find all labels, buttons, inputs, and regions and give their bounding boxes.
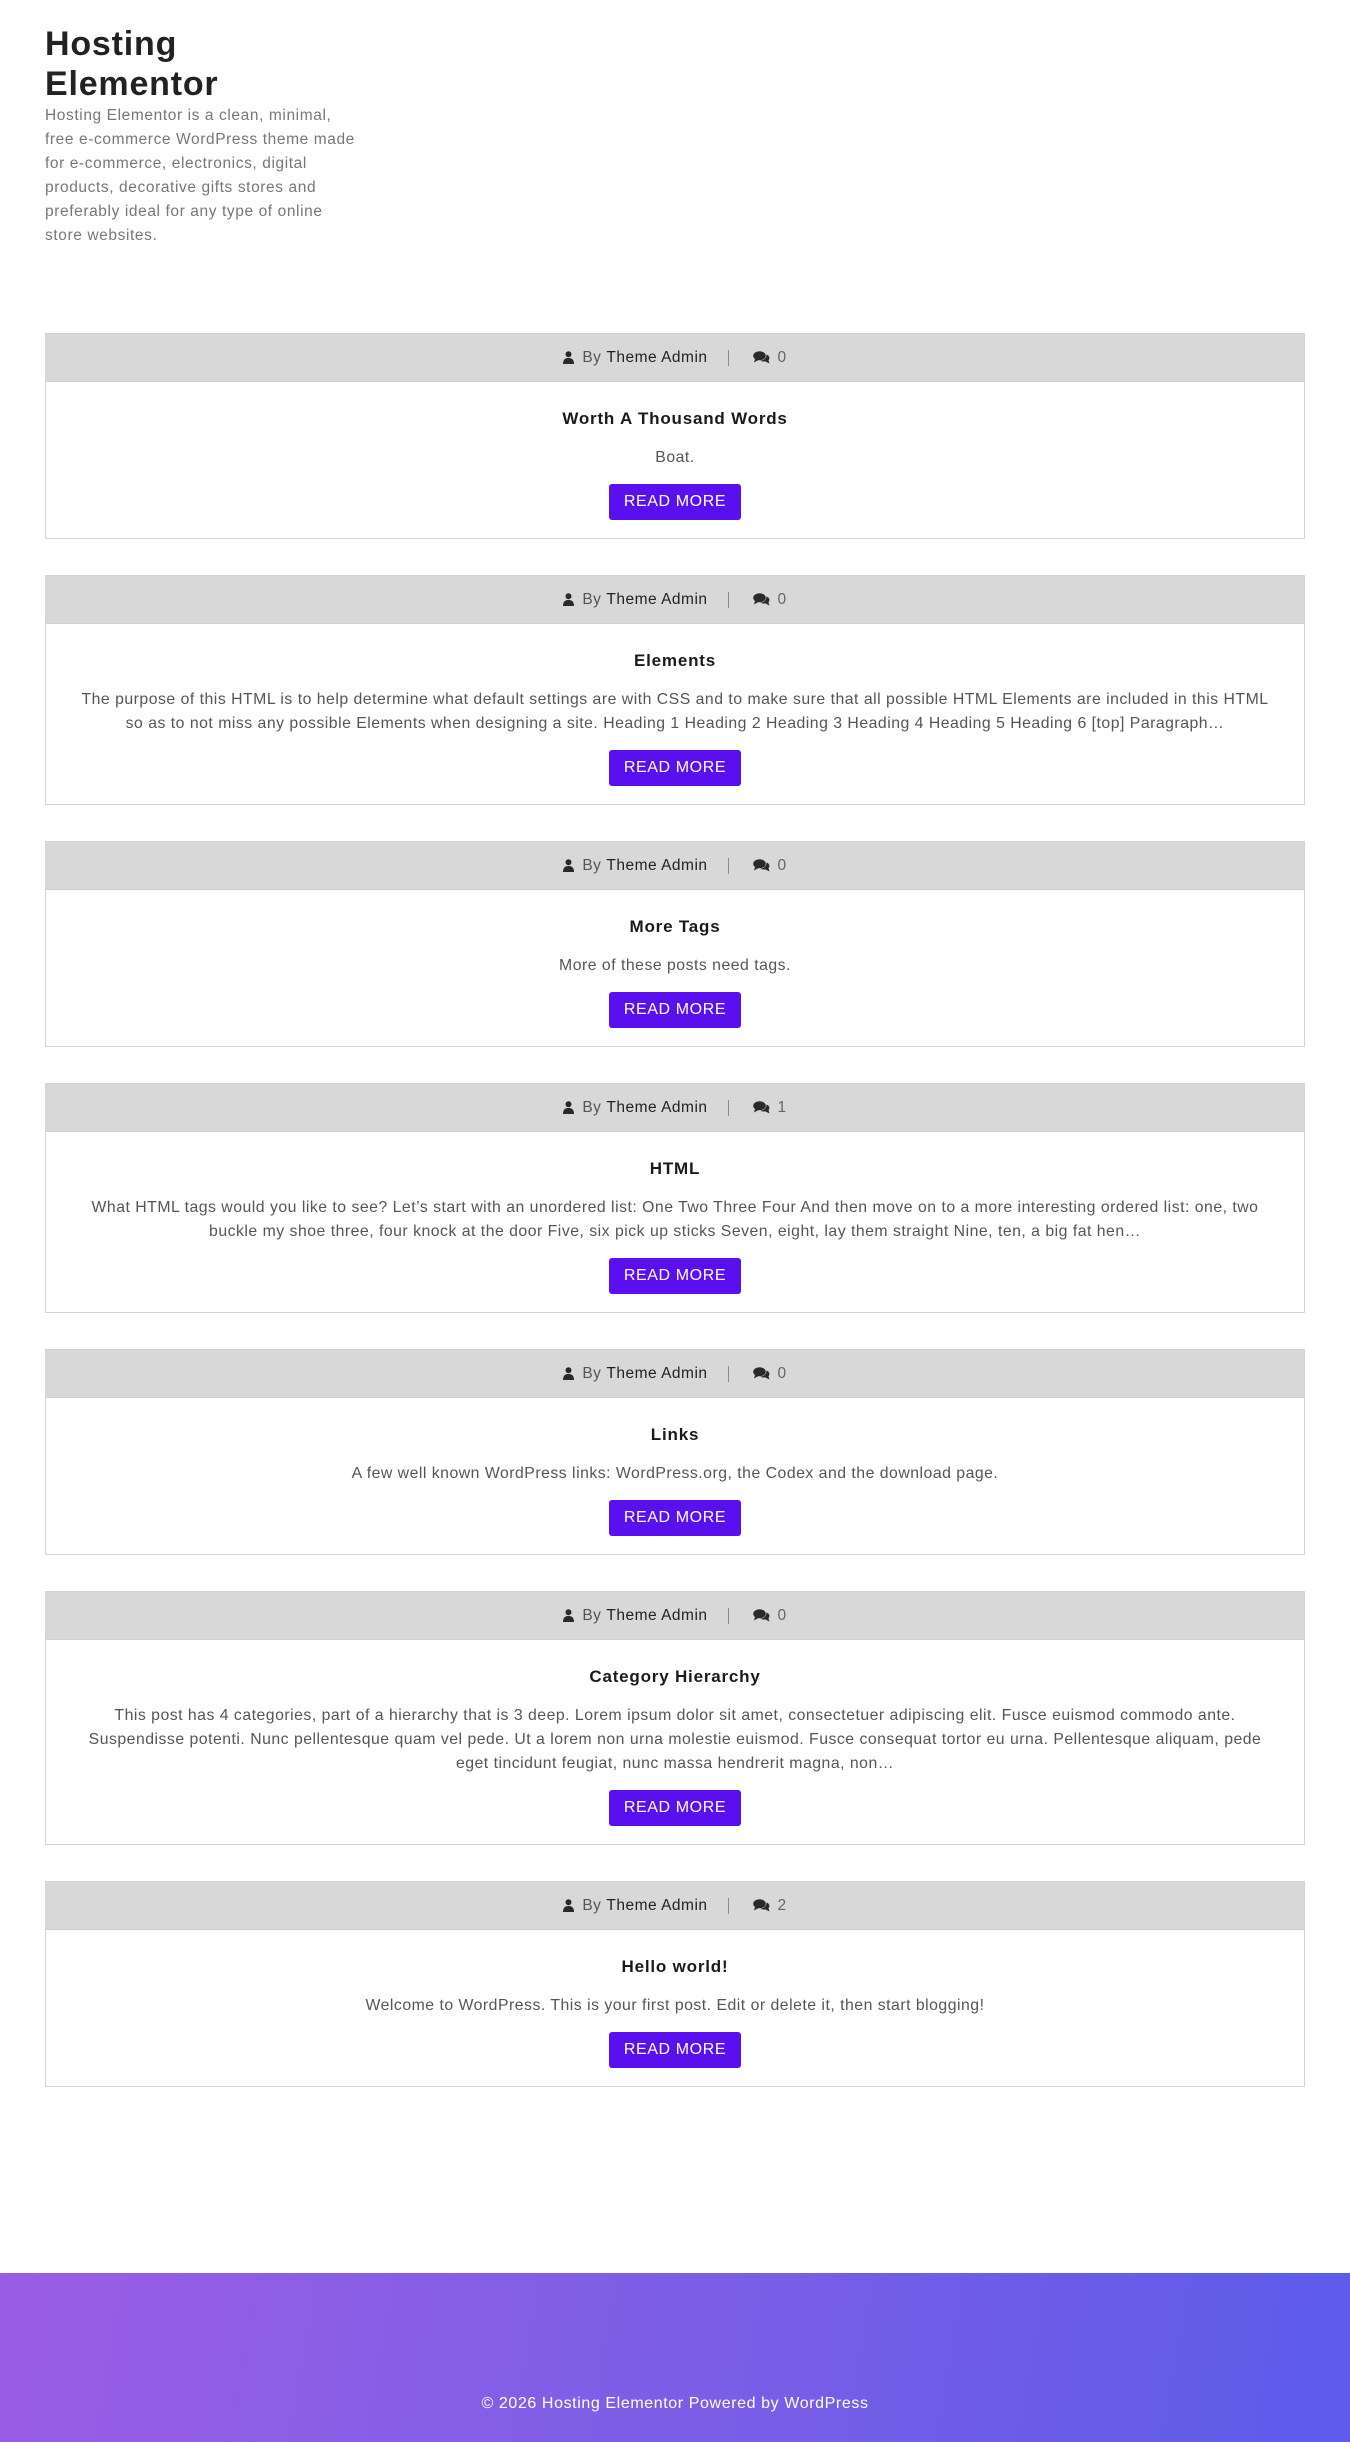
post-comments[interactable]	[753, 591, 787, 609]
post-card	[45, 333, 1305, 539]
meta-divider	[728, 1366, 729, 1382]
post-excerpt: The purpose of this HTML is to help determine what default settings are with CSS and to make sure that all possible HTML Elements are included in this HTML so as to not miss any possible Elements when designing a site. Heading 1 Heading 2 Heading 3 Heading 4 Heading 5 Heading 6 [top] Paragraph…	[81, 691, 1269, 732]
post-meta	[46, 576, 1304, 624]
site-description: Hosting Elementor is a clean, minimal, free e-commerce WordPress theme made for e-commerce, electronics, digital products, decorative gifts stores and preferably ideal for any type of online store websites.	[45, 107, 355, 244]
post-author	[563, 591, 707, 609]
meta-divider	[728, 1898, 729, 1914]
post-body	[46, 1640, 1304, 1844]
post-meta	[46, 1084, 1304, 1132]
post-author	[563, 857, 707, 875]
post-body	[46, 624, 1304, 804]
post-comments[interactable]	[753, 1365, 787, 1383]
post-excerpt: This post has 4 categories, part of a hierarchy that is 3 deep. Lorem ipsum dolor sit amet, consectetuer adipiscing elit. Fusce euismod commodo ante. Suspendisse potenti. Nunc pellentesque quam vel pede. Ut a lorem non urna molestie euismod. Fusce consequat tortor eu urna. Pellentesque aliquam, pede eget tincidunt feugiat, nunc massa hendrerit magna, non…	[88, 1707, 1262, 1772]
post-title[interactable]: Elements	[634, 651, 716, 670]
meta-divider	[728, 1608, 729, 1624]
post-author	[563, 1897, 707, 1915]
post-body	[46, 382, 1304, 538]
post-body	[46, 890, 1304, 1046]
comment-count: 2	[777, 1896, 787, 1914]
comments-icon	[753, 1899, 770, 1912]
author-link[interactable]: Theme Admin	[606, 1098, 708, 1116]
comment-count: 1	[777, 1098, 787, 1116]
author-link[interactable]: Theme Admin	[606, 348, 708, 366]
user-icon	[563, 1609, 574, 1622]
post-meta	[46, 1882, 1304, 1930]
post-author	[563, 1099, 707, 1117]
post-author	[563, 1607, 707, 1625]
post-author	[563, 1365, 707, 1383]
author-link[interactable]: Theme Admin	[606, 590, 708, 608]
read-more-button[interactable]: READ MORE	[609, 484, 741, 520]
post-meta	[46, 842, 1304, 890]
site-footer	[0, 2273, 1350, 2442]
user-icon	[563, 593, 574, 606]
post-card	[45, 575, 1305, 805]
user-icon	[563, 859, 574, 872]
author-by-label: By	[582, 1896, 602, 1914]
meta-divider	[728, 858, 729, 874]
user-icon	[563, 1899, 574, 1912]
author-by-label: By	[582, 348, 602, 366]
post-meta	[46, 334, 1304, 382]
read-more-button[interactable]: READ MORE	[609, 992, 741, 1028]
post-comments[interactable]	[753, 1897, 787, 1915]
comment-count: 0	[777, 1606, 787, 1624]
user-icon	[563, 1101, 574, 1114]
post-meta	[46, 1592, 1304, 1640]
post-excerpt: A few well known WordPress links: WordPress.org, the Codex and the download page.	[351, 1465, 999, 1482]
site-title[interactable]: Hosting Elementor	[45, 25, 219, 103]
read-more-button[interactable]: READ MORE	[609, 1258, 741, 1294]
post-title[interactable]: HTML	[649, 1159, 701, 1178]
post-card	[45, 1881, 1305, 2087]
author-by-label: By	[582, 1606, 602, 1624]
author-link[interactable]: Theme Admin	[606, 1606, 708, 1624]
comments-icon	[753, 593, 770, 606]
post-title[interactable]: More Tags	[629, 917, 721, 936]
post-card	[45, 841, 1305, 1047]
meta-divider	[728, 592, 729, 608]
post-title[interactable]: Worth A Thousand Words	[562, 409, 788, 428]
author-by-label: By	[582, 590, 602, 608]
comments-icon	[753, 1101, 770, 1114]
post-card	[45, 1083, 1305, 1313]
post-comments[interactable]	[753, 1607, 787, 1625]
user-icon	[563, 1367, 574, 1380]
author-by-label: By	[582, 1098, 602, 1116]
post-body	[46, 1132, 1304, 1312]
post-card	[45, 1591, 1305, 1845]
post-author	[563, 349, 707, 367]
post-meta	[46, 1350, 1304, 1398]
comments-icon	[753, 1609, 770, 1622]
post-body	[46, 1930, 1304, 2086]
post-excerpt: Boat.	[655, 449, 695, 466]
site-header	[45, 24, 355, 248]
comment-count: 0	[777, 856, 787, 874]
post-comments[interactable]	[753, 349, 787, 367]
author-by-label: By	[582, 856, 602, 874]
comments-icon	[753, 1367, 770, 1380]
read-more-button[interactable]: READ MORE	[609, 2032, 741, 2068]
read-more-button[interactable]: READ MORE	[609, 750, 741, 786]
post-body	[46, 1398, 1304, 1554]
author-link[interactable]: Theme Admin	[606, 1896, 708, 1914]
read-more-button[interactable]: READ MORE	[609, 1790, 741, 1826]
post-card	[45, 1349, 1305, 1555]
comment-count: 0	[777, 348, 787, 366]
post-comments[interactable]	[753, 1099, 787, 1117]
comment-count: 0	[777, 1364, 787, 1382]
meta-divider	[728, 1100, 729, 1116]
post-excerpt: More of these posts need tags.	[559, 957, 791, 974]
read-more-button[interactable]: READ MORE	[609, 1500, 741, 1536]
post-title[interactable]: Links	[650, 1425, 700, 1444]
post-title[interactable]: Hello world!	[621, 1957, 729, 1976]
comments-icon	[753, 859, 770, 872]
author-link[interactable]: Theme Admin	[606, 1364, 708, 1382]
post-excerpt: What HTML tags would you like to see? Let’s start with an unordered list: One Two Three Four And then move on to a more interesting ordered list: one, two buckle my shoe three, four knock at the door Five, six pick up sticks Seven, eight, lay them straight Nine, ten, a big fat hen…	[91, 1199, 1259, 1240]
author-by-label: By	[582, 1364, 602, 1382]
post-comments[interactable]	[753, 857, 787, 875]
user-icon	[563, 351, 574, 364]
comment-count: 0	[777, 590, 787, 608]
post-title[interactable]: Category Hierarchy	[589, 1667, 761, 1686]
author-link[interactable]: Theme Admin	[606, 856, 708, 874]
footer-copyright: © 2026 Hosting Elementor Powered by WordPress	[481, 2395, 869, 2412]
meta-divider	[728, 350, 729, 366]
comments-icon	[753, 351, 770, 364]
post-excerpt: Welcome to WordPress. This is your first post. Edit or delete it, then start blogging!	[365, 1997, 985, 2014]
